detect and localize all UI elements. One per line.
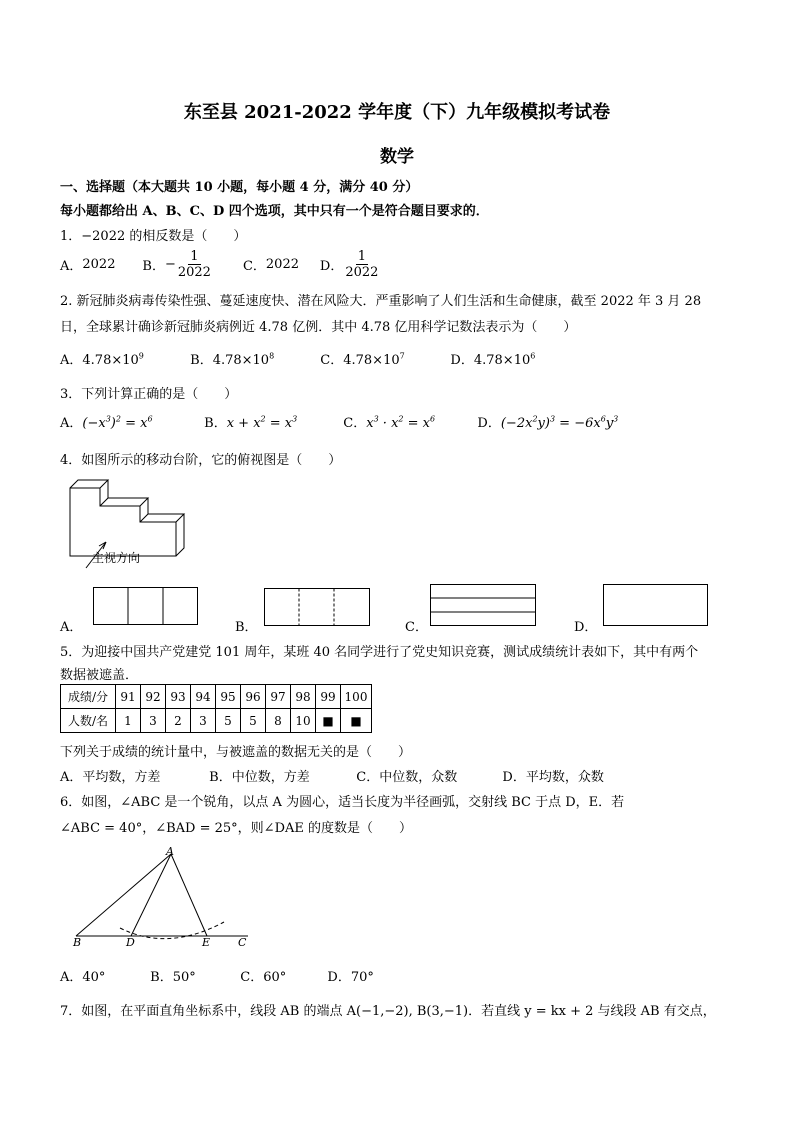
q6-options [60,966,374,985]
q5-c: C．中位数，众数 [356,770,458,785]
table-cell: 2 [166,709,191,733]
q4-d-label: D． [574,620,598,635]
table-cell: 98 [291,685,316,709]
q1-options [60,246,380,282]
masked-cell: ■ [316,709,341,733]
table-cell: 91 [116,685,141,709]
q2-line2: 日，全球累计确诊新冠肺炎病例近 4.78 亿例．其中 4.78 亿用科学记数法表示为（ ） [60,320,577,335]
q3-a [60,412,200,431]
q1-b-num: 1 [190,248,199,264]
table-cell: 92 [141,685,166,709]
q2-line1: 2. 新冠肺炎病毒传染性强、蔓延速度快、潜在风险大．严重影响了人们生活和生命健康，截至 2022 年 3 月 28 [60,294,702,309]
q2-d-base: 4.78×10 [473,353,531,368]
q4-b-label: B． [235,620,258,635]
table-cell: 5 [216,709,241,733]
q3-d-expr: $(-2x^2y)^3 = -6x^6y^3$ [500,414,619,431]
table-cell: 100 [341,685,372,709]
table-cell: 8 [266,709,291,733]
q1-b-fraction [178,249,211,280]
q2-a [60,349,186,368]
q2-a-label: A． [60,353,83,368]
q1-a-text: 2022 [82,256,116,272]
q2-a-exp: 9 [138,351,144,361]
table-cell: 94 [191,685,216,709]
q6-point-a: A [166,845,174,858]
q2-c-label: C． [320,353,344,368]
q3-d-label: D． [477,416,501,431]
q3-d [477,412,618,431]
q6-line2: ∠ABC = 40°，∠BAD = 25°，则∠DAE 的度数是（ ） [60,821,413,836]
q2-d [450,349,576,368]
q4-a-label: A． [60,620,83,635]
q1-c-text: 2022 [265,256,299,272]
q4-stem: 4．如图所示的移动台阶，它的俯视图是（ ） [60,453,342,468]
table-cell: 96 [241,685,266,709]
q4-view-label: 主视方向 [92,551,141,565]
q2-b-exp: 8 [269,351,275,361]
q5-options [60,766,604,785]
q2-c-base: 4.78×10 [343,353,400,368]
table-cell: 3 [191,709,216,733]
exam-title: 东至县 2021-2022 学年度（下）九年级模拟考试卷 [183,102,611,123]
q3-a-expr: $(-x^3)^2 = x^6$ [82,414,153,431]
q6-a: A．40° [60,970,106,985]
table-cell: 3 [141,709,166,733]
table-cell: 1 [116,709,141,733]
q5-question: 下列关于成绩的统计量中，与被遮盖的数据无关的是（ ） [60,745,412,760]
q3-c-expr: $x^3 \cdot x^2 = x^6$ [366,414,436,431]
q3-c [343,412,473,431]
q2-b-base: 4.78×10 [212,353,270,368]
q2-c [320,349,446,368]
q4-c-figure [430,584,536,626]
q6-point-c: C [238,936,247,949]
q6-point-d: D [126,936,135,949]
q3-c-label: C． [343,416,367,431]
table-cell: 99 [316,685,341,709]
q3-stem: 3．下列计算正确的是（ ） [60,387,238,402]
q5-line1: 5．为迎接中国共产党建党 101 周年，某班 40 名同学进行了党史知识竞赛，测试成绩统计表如下，其中有两个 [60,645,699,660]
q5-b: B．中位数，方差 [209,770,310,785]
table-cell: 5 [241,709,266,733]
q2-a-base: 4.78×10 [82,353,139,368]
q2-options [60,349,576,368]
table-cell: 97 [266,685,291,709]
q4-d-figure [603,584,708,626]
q5-d: D．平均数，众数 [502,770,604,785]
q4-b-figure [264,588,370,626]
q1-d-den: 2022 [345,264,379,280]
section-heading: 一、选择题（本大题共 10 小题，每小题 4 分，满分 40 分） [60,180,419,195]
q7-line1: 7．如图，在平面直角坐标系中，线段 AB 的端点 A(−1,−2), B(3,−1)．若直线 y = kx + 2 与线段 AB 有交点， [60,1004,716,1019]
table-cell: 93 [166,685,191,709]
q1-b-label: B． [142,258,165,274]
table-cell: 95 [216,685,241,709]
q5-line2: 数据被遮盖． [60,668,139,683]
q3-a-label: A． [60,416,83,431]
masked-cell: ■ [341,709,372,733]
q1-stem: 1．−2022 的相反数是（ ） [60,229,247,244]
q6-d: D．70° [327,970,374,985]
q2-c-exp: 7 [399,351,405,361]
q3-options [60,412,618,431]
q5-score-table [60,684,372,733]
table-row [61,709,372,733]
q1-c-label: C． [242,258,266,274]
q1-d-fraction [345,249,378,280]
table-header-count: 人数/名 [61,709,116,733]
q6-point-b: B [73,936,82,949]
q2-d-exp: 6 [530,351,536,361]
table-cell: 10 [291,709,316,733]
table-header-score: 成绩/分 [61,685,116,709]
q2-b [190,349,316,368]
section-instruction: 每小题都给出 A、B、C、D 四个选项，其中只有一个是符合题目要求的． [60,204,489,219]
q1-b-sign: − [164,256,176,272]
q2-b-label: B． [190,353,213,368]
q1-d-num: 1 [357,248,367,264]
q3-b [204,412,339,431]
q5-a: A．平均数，方差 [60,770,161,785]
q1-b-den: 2022 [177,264,211,280]
q6-triangle-figure [68,848,258,948]
q1-a-label: A． [60,258,83,274]
q3-b-label: B． [204,416,227,431]
q6-point-e: E [202,936,211,949]
q1-d-label: D． [319,258,344,274]
q6-c: C．60° [240,970,287,985]
table-row [61,685,372,709]
q2-d-label: D． [450,353,474,368]
q6-b: B．50° [150,970,196,985]
q3-b-expr: $x + x^2 = x^3$ [226,414,298,431]
q4-c-label: C． [405,620,428,635]
q6-line1: 6．如图，∠ABC 是一个锐角，以点 A 为圆心，适当长度为半径画弧，交射线 BC 于点 D，E．若 [60,795,625,810]
exam-subject: 数学 [380,147,414,167]
q4-a-figure [93,587,198,625]
